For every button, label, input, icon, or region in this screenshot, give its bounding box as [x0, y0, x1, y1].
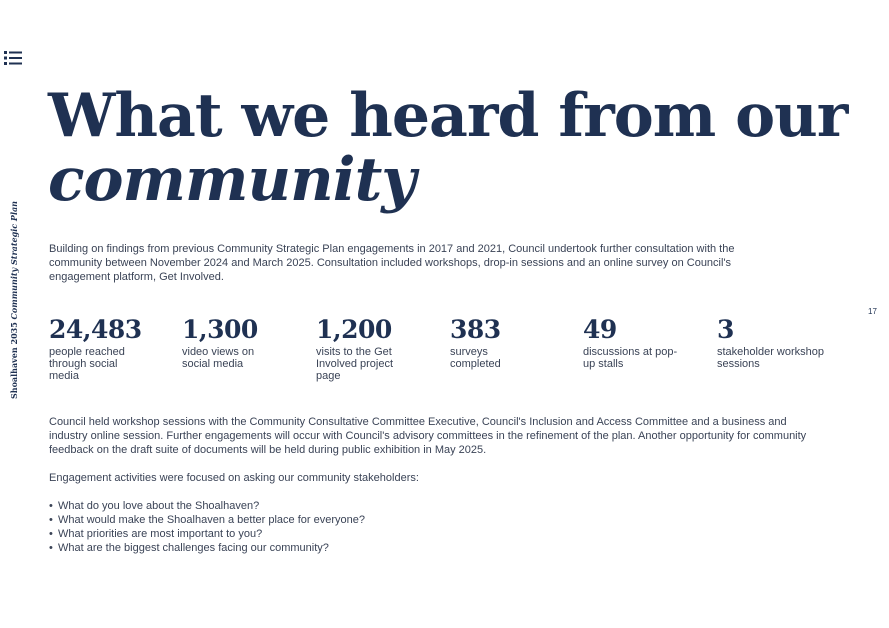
list-item: • What do you love about the Shoalhaven? [49, 499, 809, 513]
stat-surveys [450, 315, 570, 370]
stat-label: surveys completed [450, 346, 501, 370]
page-number: 17 [868, 307, 877, 316]
document-side-label [9, 201, 19, 399]
title-line-2: community [48, 145, 416, 215]
workshop-paragraph: Council held workshop sessions with the Community Consultative Committee Executive, Council's Inclusion and Access Committee and a business and industry online session. Further engagements will occur with Council's advisory committees in the refinement of the plan. Another opportunity for community feedback on the draft suite of documents will be held during public exhibition in May 2025. [49, 416, 807, 456]
stat-label: people reached through social media [49, 346, 125, 382]
intro-paragraph: Building on findings from previous Community Strategic Plan engagements in 2017 and 2021, Council undertook further consultation with the community between November 2024 and March 2025. Consultation included workshops, drop-in sessions and an online survey on Council's engagement platform, Get Involved. [49, 243, 735, 283]
stat-value: 3 [717, 315, 734, 344]
title-line-1: What we heard from our [48, 81, 848, 151]
stat-project-visits [316, 315, 436, 382]
list-item: • What are the biggest challenges facing our community? [49, 541, 809, 555]
stat-video-views [182, 315, 302, 370]
stat-value: 24,483 [49, 315, 142, 344]
engagement-intro: Engagement activities were focused on asking our community stakeholders: [49, 472, 419, 484]
stats-row [49, 315, 849, 395]
stat-value: 383 [450, 315, 501, 344]
stat-people-reached [49, 315, 169, 382]
stat-label: stakeholder workshop sessions [717, 346, 825, 370]
list-icon[interactable] [4, 50, 22, 66]
stat-value: 49 [583, 315, 617, 344]
stat-label: visits to the Get Involved project page [316, 346, 394, 382]
side-label-prefix: Shoalhaven 2035 [9, 319, 19, 399]
stat-value: 1,200 [316, 315, 392, 344]
stat-value: 1,300 [182, 315, 258, 344]
side-label-italic: Community Strategic Plan [9, 201, 19, 320]
list-item: • What would make the Shoalhaven a better place for everyone? [49, 513, 809, 527]
stat-stakeholder-workshops [717, 315, 837, 370]
stat-pop-up-discussions [583, 315, 703, 370]
stat-label: discussions at pop-up stalls [583, 346, 678, 370]
questions-list [49, 499, 809, 555]
page-title [48, 81, 848, 215]
list-icon-graphic [4, 50, 22, 66]
stat-label: video views on social media [182, 346, 255, 370]
list-item: • What priorities are most important to you? [49, 527, 809, 541]
body-text [49, 415, 809, 555]
